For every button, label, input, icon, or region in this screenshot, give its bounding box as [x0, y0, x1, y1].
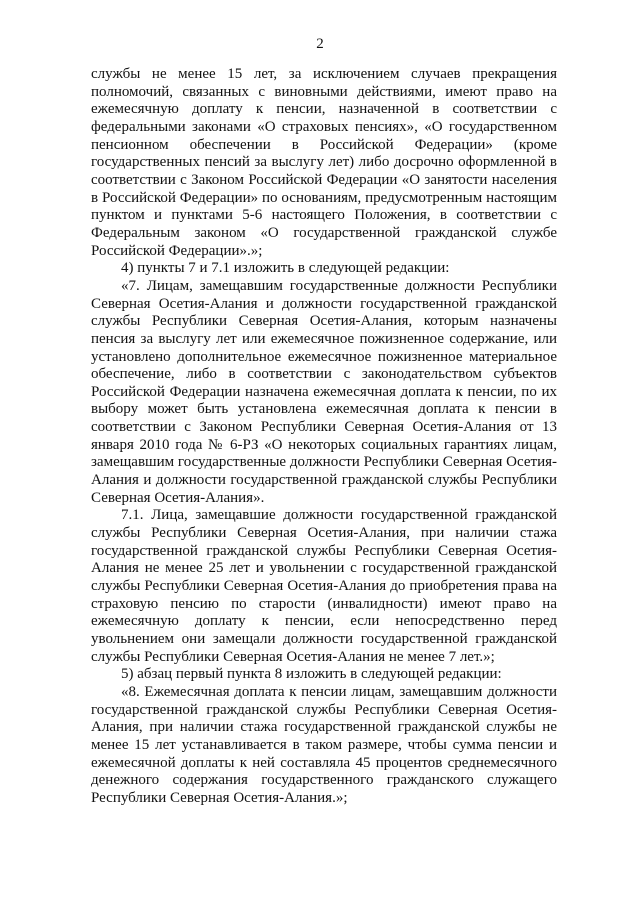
paragraph-continuation: службы не менее 15 лет, за исключением случаев прекращения полномочий, связанных с виновными действиями, имеют право на ежемесячную доплату к пенсии, назначенной в соответствии с федеральными законами «О страховых пенсиях», «О государственном пенсионном обеспечении в Российской Федерации» (кроме государственных пенсий за выслугу лет) либо досрочно оформленной в соответствии с Законом Российской Федерации «О занятости населения в Российской Федерации» по основаниям, предусмотренным настоящим пунктом и пунктами 5-6 настоящего Положения, в соответствии с Федеральным законом «О государственной гражданской службе Российской Федерации».»; [91, 66, 557, 259]
paragraph-point-8: «8. Ежемесячная доплата к пенсии лицам, замещавшим должности государственной гражданской службы Республики Северная Осетия-Алания, при наличии стажа государственной гражданской службы не менее 15 лет устанавливается в таком размере, чтобы сумма пенсии и ежемесячной доплаты к ней составляла 45 процентов среднемесячного денежного содержания государственного гражданского служащего Республики Северная Осетия-Алания.»; [91, 683, 557, 806]
paragraph-point-7: «7. Лицам, замещавшим государственные должности Республики Северная Осетия-Алания и должности государственной гражданской службы Республики Северная Осетия-Алания, которым назначены пенсия за выслугу лет или ежемесячное пожизненное содержание, или установлено дополнительное ежемесячное пожизненное материальное обеспечение, либо в соответствии с законодательством субъектов Российской Федерации назначена ежемесячная доплата к пенсии, по их выбору может быть установлена ежемесячная доплата к пенсии в соответствии с Законом Республики Северная Осетия-Алания от 13 января 2010 года № 6-РЗ «О некоторых социальных гарантиях лицам, замещавшим государственные должности Республики Северная Осетия-Алания и должности государственной гражданской службы Республики Северная Осетия-Алания». [91, 277, 557, 506]
document-body [91, 66, 557, 808]
paragraph-item-4: 4) пункты 7 и 7.1 изложить в следующей редакции: [121, 260, 450, 277]
paragraph-item-5: 5) абзац первый пункта 8 изложить в следующей редакции: [121, 666, 502, 683]
paragraph-point-7-1: 7.1. Лица, замещавшие должности государственной гражданской службы Республики Северная Осетия-Алания, при наличии стажа государственной гражданской службы Республики Северная Осетия-Алания не менее 25 лет и увольнении с государственной гражданской службы Республики Северная Осетия-Алания до приобретения права на страховую пенсию по старости (инвалидности) имеют право на ежемесячную доплату к пенсии, если непосредственно перед увольнением они замещали должности государственной гражданской службы Республики Северная Осетия-Алания не менее 7 лет.»; [91, 507, 557, 665]
page-number: 2 [316, 36, 324, 52]
